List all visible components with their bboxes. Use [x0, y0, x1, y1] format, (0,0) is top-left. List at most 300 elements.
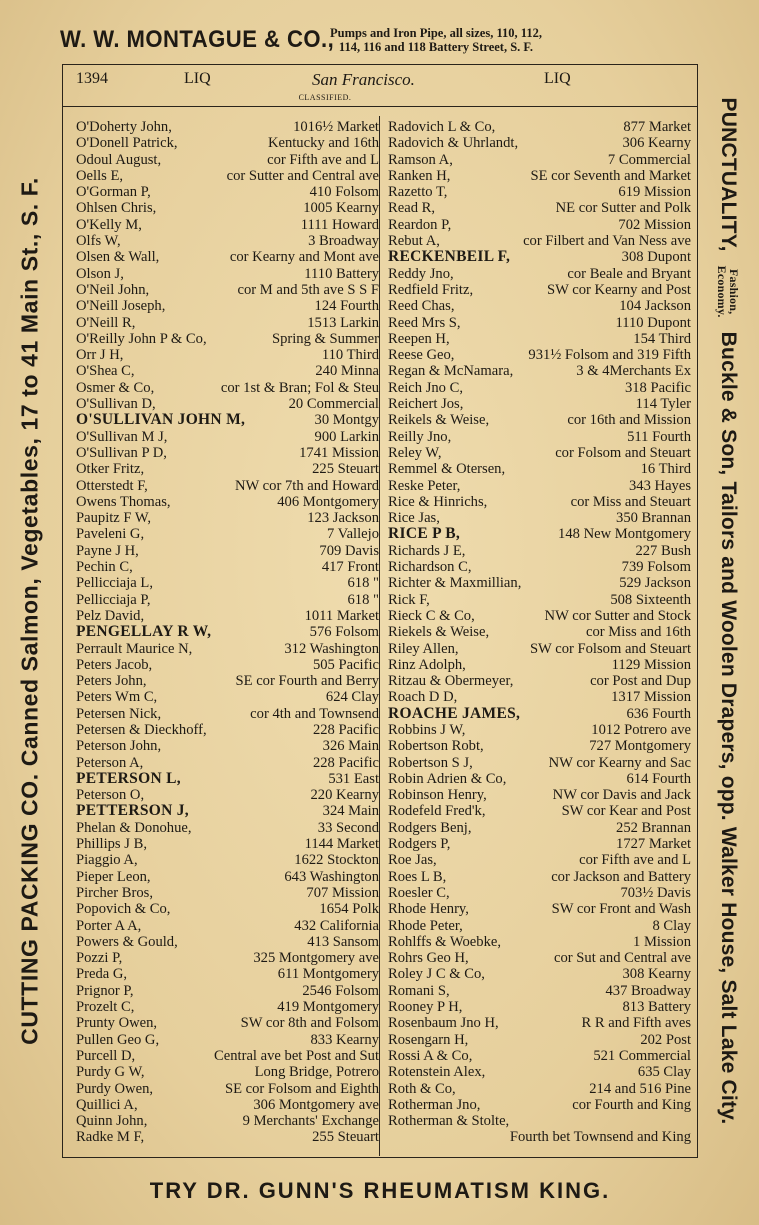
listing-address: cor Sutter and Central ave	[226, 167, 379, 184]
listing-entry	[384, 1129, 691, 1145]
listing-entry	[72, 673, 379, 689]
listing-name: O'Gorman P,	[76, 184, 151, 201]
listing-entry	[72, 461, 379, 477]
listing-name: Pellicciaja P,	[76, 591, 151, 608]
listing-entry	[72, 526, 379, 542]
listing-entry	[72, 184, 379, 200]
listing-address: cor Filbert and Van Ness ave	[523, 233, 691, 250]
listing-name: Rodefeld Fred'k,	[388, 803, 486, 820]
listing-entry	[384, 461, 691, 477]
listing-entry	[384, 445, 691, 461]
listing-address: 3 Broadway	[308, 233, 379, 250]
listing-name: Rosengarn H,	[388, 1031, 469, 1048]
listing-entry	[384, 575, 691, 591]
listing-name: Petersen Nick,	[76, 705, 162, 722]
listing-entry	[384, 983, 691, 999]
listing-name: Rosenbaum Jno H,	[388, 1015, 499, 1032]
listing-name: Purcell D,	[76, 1047, 136, 1064]
listing-entry	[72, 429, 379, 445]
listing-name: Prunty Owen,	[76, 1015, 158, 1032]
listing-name: Rice Jas,	[388, 510, 440, 527]
listing-address: cor 16th and Mission	[567, 412, 691, 429]
listing-address: SW cor 8th and Folsom	[240, 1015, 379, 1032]
listing-address: 220 Kearny	[310, 787, 379, 804]
listing-entry	[72, 657, 379, 673]
listing-name: Robbins J W,	[388, 721, 466, 738]
listing-name: Payne J H,	[76, 542, 139, 559]
bottom-advertisement: TRY DR. GUNN'S RHEUMATISM KING.	[149, 1178, 611, 1203]
listing-entry	[384, 641, 691, 657]
listing-name: Otterstedt F,	[76, 477, 148, 494]
right-margin-small-text	[716, 266, 740, 318]
listing-entry	[72, 869, 379, 885]
right-margin-small-1: Fashion,	[726, 269, 741, 315]
listing-address: 833 Kearny	[310, 1031, 379, 1048]
listing-address: 643 Washington	[284, 868, 379, 885]
listing-address: 7 Vallejo	[326, 526, 379, 543]
left-listing-column	[72, 119, 379, 1146]
listing-address: 1111 Howard	[300, 216, 379, 233]
listing-entry	[384, 200, 691, 216]
listing-name: Osmer & Co,	[76, 379, 155, 396]
listing-name: Rohrs Geo H,	[388, 950, 469, 967]
listing-address: SW cor Front and Wash	[551, 901, 691, 918]
listing-address: cor Miss and 16th	[586, 624, 691, 641]
listing-address: 318 Pacific	[624, 379, 691, 396]
listing-entry	[384, 836, 691, 852]
listing-address: cor Jackson and Battery	[551, 868, 691, 885]
listing-address: 432 California	[294, 917, 379, 934]
listing-address: 343 Hayes	[628, 477, 691, 494]
category-tag-right: LIQ	[544, 70, 571, 87]
column-divider	[379, 116, 380, 1156]
listing-entry	[384, 820, 691, 836]
listing-entry	[72, 934, 379, 950]
listing-address: 417 Front	[321, 559, 379, 576]
listing-address: 419 Montgomery	[277, 999, 379, 1016]
listing-name: Rhode Peter,	[388, 917, 463, 934]
listing-address: 739 Folsom	[621, 559, 691, 576]
listing-entry	[72, 966, 379, 982]
left-margin-text: CUTTING PACKING CO. Canned Salmon, Vegetables, 17 to 41 Main St., S. F.	[16, 177, 43, 1045]
listing-entry	[384, 608, 691, 624]
listing-name: Riekels & Weise,	[388, 624, 490, 641]
listing-address: 521 Commercial	[593, 1047, 691, 1064]
listing-address: 3 & 4Merchants Ex	[576, 363, 691, 380]
listing-address: 2546 Folsom	[302, 982, 379, 999]
listing-entry	[384, 298, 691, 314]
listing-entry	[72, 510, 379, 526]
listing-name: Olsen & Wall,	[76, 249, 160, 266]
listing-name: Rossi A & Co,	[388, 1047, 473, 1064]
listing-entry	[72, 380, 379, 396]
listing-name: Rotherman Jno,	[388, 1096, 481, 1113]
listing-name: Purdy Owen,	[76, 1080, 154, 1097]
listing-address: 104 Jackson	[619, 298, 691, 315]
listing-address: 702 Mission	[618, 216, 691, 233]
listing-address: 1317 Mission	[611, 689, 691, 706]
listing-name: Peterson A,	[76, 754, 144, 771]
listing-name: Quinn John,	[76, 1113, 148, 1130]
listing-entry	[384, 412, 691, 428]
right-margin-text	[716, 66, 740, 1156]
listing-name: RICE P B,	[388, 525, 461, 543]
listing-entry	[72, 315, 379, 331]
listing-entry	[72, 396, 379, 412]
listing-name: Reed Mrs S,	[388, 314, 461, 331]
listing-address: 1110 Dupont	[615, 314, 691, 331]
listing-address: cor Fifth ave and L	[267, 151, 379, 168]
listing-name: Odoul August,	[76, 151, 162, 168]
listing-entry	[384, 592, 691, 608]
listing-address: cor Post and Dup	[590, 673, 691, 690]
listing-address: cor 1st & Bran; Fol & Steu	[220, 379, 379, 396]
listing-address: 325 Montgomery ave	[253, 950, 379, 967]
listing-address: cor Sut and Central ave	[554, 950, 691, 967]
listing-entry	[72, 771, 379, 787]
listing-address: cor Kearny and Mont ave	[229, 249, 379, 266]
listing-name: Paveleni G,	[76, 526, 145, 543]
listing-entry	[384, 673, 691, 689]
listing-name: RECKENBEIL F,	[388, 248, 511, 266]
listing-name: PETTERSON J,	[76, 802, 189, 820]
listing-address: 900 Larkin	[314, 428, 379, 445]
listing-entry	[384, 380, 691, 396]
listing-name: O'Neill Joseph,	[76, 298, 166, 315]
listing-entry	[384, 1032, 691, 1048]
listing-address: 1 Mission	[633, 933, 691, 950]
listing-address: cor Fifth ave and L	[579, 852, 691, 869]
listing-address: 308 Kearny	[622, 966, 691, 983]
listing-address: 1727 Market	[616, 836, 691, 853]
listing-address: 306 Montgomery ave	[253, 1096, 379, 1113]
listing-address: 1012 Potrero ave	[591, 721, 691, 738]
listing-name: O'Neill R,	[76, 314, 136, 331]
listing-name: O'SULLIVAN JOHN M,	[76, 411, 246, 429]
listing-address: 505 Pacific	[312, 656, 379, 673]
listing-address: 326 Main	[322, 738, 379, 755]
listing-address: 1016½ Market	[293, 119, 379, 135]
listing-name: Roley J C & Co,	[388, 966, 485, 983]
listing-entry	[72, 820, 379, 836]
listing-name: Rice & Hinrichs,	[388, 493, 488, 510]
listing-entry	[384, 135, 691, 151]
listing-entry	[384, 396, 691, 412]
listing-name: O'Neil John,	[76, 281, 150, 298]
listing-name: O'Reilly John P & Co,	[76, 330, 207, 347]
listing-entry	[384, 869, 691, 885]
listing-address: 413 Sansom	[307, 933, 379, 950]
listing-entry	[72, 200, 379, 216]
listing-entry	[72, 755, 379, 771]
top-advertisement	[60, 18, 700, 62]
listing-address: 618 "	[347, 575, 379, 592]
listing-name: Pieper Leon,	[76, 868, 151, 885]
listing-entry	[72, 803, 379, 819]
listing-name: ROACHE JAMES,	[388, 704, 521, 722]
listing-entry	[72, 298, 379, 314]
listing-entry	[72, 722, 379, 738]
listing-address: 624 Clay	[325, 689, 379, 706]
listing-entry	[72, 363, 379, 379]
listing-name: O'Kelly M,	[76, 216, 142, 233]
listing-entry	[72, 983, 379, 999]
listing-address: 114 Tyler	[635, 396, 691, 413]
listing-name: Paupitz F W,	[76, 510, 152, 527]
listing-entry	[72, 689, 379, 705]
listing-name: Robin Adrien & Co,	[388, 770, 507, 787]
listing-entry	[384, 315, 691, 331]
listing-name: Robertson S J,	[388, 754, 473, 771]
right-margin-headline: PUNCTUALITY,	[717, 97, 741, 252]
listing-name: Rebut A,	[388, 233, 440, 250]
address-line-2: 114, 116 and 118 Battery Street, S. F.	[338, 40, 534, 54]
listing-entry	[384, 657, 691, 673]
listing-address: 148 New Montgomery	[558, 526, 691, 543]
listing-name: Phelan & Donohue,	[76, 819, 192, 836]
listing-address: 635 Clay	[637, 1064, 691, 1081]
listing-address: 727 Montgomery	[589, 738, 691, 755]
listing-name: Ohlsen Chris,	[76, 200, 157, 217]
listing-address: 406 Montgomery	[277, 493, 379, 510]
listing-entry	[384, 722, 691, 738]
category-tag-left: LIQ	[184, 70, 211, 87]
listing-entry	[384, 526, 691, 542]
listing-address: 312 Washington	[284, 640, 379, 657]
listing-entry	[72, 575, 379, 591]
listing-address: 240 Minna	[315, 363, 379, 380]
listing-address: 813 Battery	[622, 999, 691, 1016]
listing-address: 508 Sixteenth	[610, 591, 691, 608]
listing-address: 9 Merchants' Exchange	[242, 1113, 379, 1130]
listing-name: Richardson C,	[388, 559, 472, 576]
listing-entry	[384, 347, 691, 363]
listing-entry	[72, 852, 379, 868]
listing-name: Reich Jno C,	[388, 379, 463, 396]
listing-name: Oells E,	[76, 167, 124, 184]
listing-name: Rhode Henry,	[388, 901, 469, 918]
listing-name: Olfs W,	[76, 233, 121, 250]
listing-name: Ritzau & Obermeyer,	[388, 673, 514, 690]
listing-address: 8 Clay	[652, 917, 691, 934]
listing-address: 703½ Davis	[620, 884, 691, 901]
listing-entry	[72, 233, 379, 249]
listing-name: Peters Wm C,	[76, 689, 158, 706]
listing-entry	[384, 478, 691, 494]
listing-name: Rotherman & Stolte,	[388, 1113, 510, 1130]
listing-entry	[72, 1129, 379, 1145]
page-number: 1394	[76, 70, 108, 87]
listing-entry	[72, 1048, 379, 1064]
listing-entry	[384, 852, 691, 868]
listing-entry	[72, 1015, 379, 1031]
listing-name: Prignor P,	[76, 982, 134, 999]
listing-address: cor Beale and Bryant	[567, 265, 691, 282]
listing-address: 1654 Polk	[319, 901, 379, 918]
listing-entry	[384, 282, 691, 298]
listing-address: Central ave bet Post and Sut	[214, 1047, 379, 1064]
listing-name: Petersen & Dieckhoff,	[76, 721, 207, 738]
listing-entry	[384, 966, 691, 982]
listing-entry	[384, 266, 691, 282]
listing-address: 308 Dupont	[621, 249, 691, 266]
listing-name: Reske Peter,	[388, 477, 461, 494]
listing-entry	[384, 510, 691, 526]
listing-entry	[384, 429, 691, 445]
listing-entry	[384, 217, 691, 233]
listing-entry	[72, 787, 379, 803]
listing-entry	[72, 901, 379, 917]
listing-address: 619 Mission	[618, 184, 691, 201]
listing-address: 324 Main	[322, 803, 379, 820]
listing-name: Orr J H,	[76, 347, 124, 364]
listing-name: Peterson John,	[76, 738, 162, 755]
listing-name: Rotenstein Alex,	[388, 1064, 486, 1081]
listing-name: Richter & Maxmillian,	[388, 575, 522, 592]
listing-name: Porter A A,	[76, 917, 142, 934]
listing-name: O'Donell Patrick,	[76, 135, 178, 152]
listing-name: Riley Allen,	[388, 640, 459, 657]
listing-name: Powers & Gould,	[76, 933, 178, 950]
listing-entry	[72, 478, 379, 494]
listing-entry	[72, 266, 379, 282]
listing-address: 154 Third	[633, 330, 691, 347]
right-margin-small-2: Economy.	[714, 265, 729, 318]
listing-address: 437 Broadway	[605, 982, 691, 999]
right-margin-advertisement	[698, 66, 759, 1156]
listing-name: Owens Thomas,	[76, 493, 171, 510]
listing-name: Razetto T,	[388, 184, 448, 201]
listing-address: 255 Steuart	[312, 1129, 379, 1146]
listing-entry	[72, 1081, 379, 1097]
listing-address: 511 Fourth	[627, 428, 691, 445]
listing-entry	[72, 168, 379, 184]
listing-address: 123 Jackson	[307, 510, 379, 527]
listing-address: 1513 Larkin	[307, 314, 379, 331]
listing-name: Rodgers Benj,	[388, 819, 472, 836]
listing-entry	[384, 119, 691, 135]
page-header	[76, 70, 686, 92]
listing-entry	[72, 543, 379, 559]
listing-entry	[72, 331, 379, 347]
listing-entry	[72, 950, 379, 966]
listing-entry	[72, 119, 379, 135]
listing-name: Pechin C,	[76, 559, 133, 576]
listing-address: SW cor Kearny and Post	[546, 281, 691, 298]
listing-address: 709 Davis	[319, 542, 379, 559]
listing-name: Peters Jacob,	[76, 656, 153, 673]
listing-address: cor 4th and Townsend	[250, 705, 379, 722]
listing-entry	[384, 755, 691, 771]
listing-entry	[72, 135, 379, 151]
listing-name: O'Sullivan P D,	[76, 444, 167, 461]
listing-entry	[72, 706, 379, 722]
listing-address: NW cor Kearny and Sac	[548, 754, 691, 771]
listing-name: Ramson A,	[388, 151, 453, 168]
listing-address: SW cor Folsom and Steuart	[529, 640, 691, 657]
listing-entry	[384, 363, 691, 379]
listing-name: Peterson O,	[76, 787, 145, 804]
listing-entry	[384, 233, 691, 249]
listing-address: 576 Folsom	[309, 624, 379, 641]
listing-entry	[384, 624, 691, 640]
listing-entry	[384, 1097, 691, 1113]
listing-entry	[384, 689, 691, 705]
listing-entry	[72, 282, 379, 298]
listing-entry	[384, 787, 691, 803]
listing-entry	[72, 885, 379, 901]
listing-entry	[72, 1032, 379, 1048]
listing-entry	[384, 1113, 691, 1129]
listing-entry	[384, 771, 691, 787]
listing-entry	[384, 950, 691, 966]
listing-address: 1741 Mission	[299, 444, 379, 461]
listing-name: Phillips J B,	[76, 836, 147, 853]
listing-address: cor Fourth and King	[572, 1096, 691, 1113]
listing-entry	[384, 1081, 691, 1097]
listing-address: 1011 Market	[304, 607, 379, 624]
listing-address: 1129 Mission	[611, 656, 691, 673]
listing-entry	[384, 494, 691, 510]
listing-address: 614 Fourth	[626, 770, 691, 787]
listing-entry	[384, 1015, 691, 1031]
listing-name: Popovich & Co,	[76, 901, 171, 918]
listing-name: O'Doherty John,	[76, 119, 172, 135]
listing-name: Pellicciaja L,	[76, 575, 153, 592]
listing-entry	[384, 249, 691, 265]
listing-address: 252 Brannan	[616, 819, 691, 836]
listing-entry	[72, 412, 379, 428]
listing-address: Kentucky and 16th	[267, 135, 379, 152]
listing-address: NW cor Davis and Jack	[552, 787, 691, 804]
classified-label: CLASSIFIED.	[298, 93, 352, 102]
listing-name: Reardon P,	[388, 216, 452, 233]
listing-name: Roth & Co,	[388, 1080, 456, 1097]
listing-entry	[384, 706, 691, 722]
listing-address: 611 Montgomery	[277, 966, 379, 983]
listing-name: Romani S,	[388, 982, 450, 999]
listing-name: Robertson Robt,	[388, 738, 484, 755]
listing-name: Roach D D,	[388, 689, 458, 706]
listing-name: Pozzi P,	[76, 950, 123, 967]
listing-address: 124 Fourth	[314, 298, 379, 315]
listing-address: 227 Bush	[635, 542, 691, 559]
listing-entry	[72, 249, 379, 265]
listing-name: Richards J E,	[388, 542, 466, 559]
listing-address: 1622 Stockton	[294, 852, 379, 869]
listing-name: Perrault Maurice N,	[76, 640, 193, 657]
listing-entry	[72, 641, 379, 657]
listing-address: 30 Montgy	[314, 412, 379, 429]
listing-entry	[72, 559, 379, 575]
listing-name: Rinz Adolph,	[388, 656, 466, 673]
listing-entry	[384, 738, 691, 754]
listing-name: Reichert Jos,	[388, 396, 464, 413]
listing-name: Reepen H,	[388, 330, 450, 347]
listing-name: Robinson Henry,	[388, 787, 487, 804]
listing-entry	[384, 999, 691, 1015]
listing-name: Remmel & Otersen,	[388, 461, 506, 478]
listing-address: 33 Second	[317, 819, 379, 836]
listing-entry	[72, 738, 379, 754]
listing-name: Preda G,	[76, 966, 128, 983]
listing-address: 228 Pacific	[312, 721, 379, 738]
listing-entry	[384, 901, 691, 917]
listing-entry	[72, 624, 379, 640]
listing-address: 110 Third	[321, 347, 379, 364]
listing-address: 306 Kearny	[622, 135, 691, 152]
listing-address: R R and Fifth aves	[581, 1015, 691, 1032]
